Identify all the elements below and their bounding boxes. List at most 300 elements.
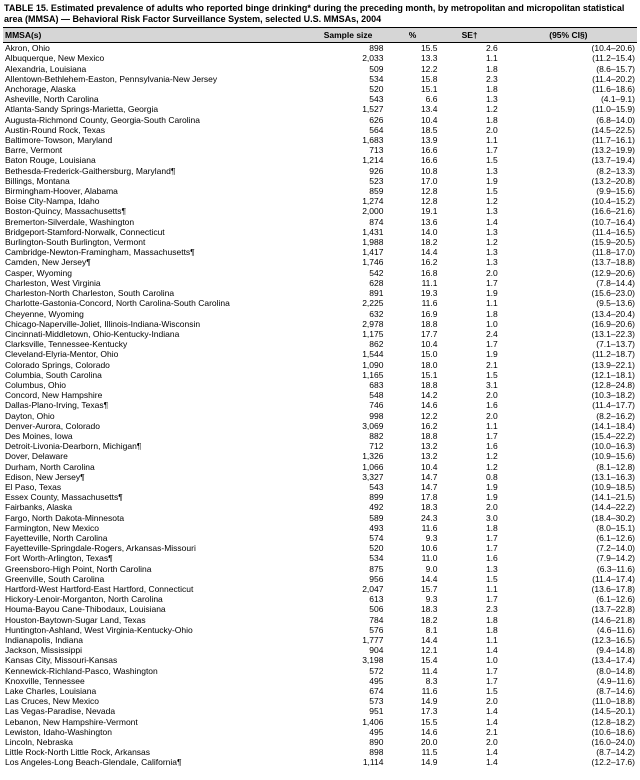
percent-cell: 18.8 — [420, 379, 438, 390]
sample-size-cell: 506 — [369, 604, 384, 615]
table-row — [3, 584, 637, 594]
mmsa-name-cell: Cambridge-Newton-Framingham, Massachusetts¶ — [5, 247, 195, 258]
mmsa-name-cell: Jackson, Mississippi — [5, 645, 82, 656]
ci-cell: (10.3–18.2) — [591, 390, 635, 401]
se-cell: 0.8 — [485, 471, 498, 482]
se-cell: 1.4 — [485, 747, 498, 758]
table-row — [3, 737, 637, 747]
percent-cell: 16.6 — [420, 155, 438, 166]
mmsa-name-cell: Lebanon, New Hampshire-Vermont — [5, 716, 138, 727]
sample-size-cell: 564 — [369, 124, 384, 135]
mmsa-name-cell: Boise City-Nampa, Idaho — [5, 196, 100, 207]
sample-size-cell: 898 — [369, 747, 384, 758]
percent-cell: 20.0 — [420, 737, 438, 748]
percent-cell: 11.5 — [421, 747, 438, 758]
percent-cell: 10.4 — [420, 114, 438, 125]
table-row — [3, 115, 637, 125]
mmsa-name-cell: Essex County, Massachusetts¶ — [5, 492, 123, 503]
ci-cell: (11.7–16.1) — [592, 135, 635, 146]
se-cell: 2.0 — [485, 737, 498, 748]
ci-cell: (11.2–15.4) — [592, 53, 635, 64]
percent-cell: 13.3 — [420, 53, 438, 64]
table-row — [3, 237, 637, 247]
mmsa-name-cell: Chicago-Naperville-Joliet, Illinois-Indiana-Wisconsin — [5, 318, 201, 329]
ci-cell: (11.4–17.7) — [592, 400, 635, 411]
se-cell: 1.2 — [485, 104, 498, 115]
table-row — [3, 421, 637, 431]
percent-cell: 14.2 — [420, 390, 438, 401]
sample-size-cell: 576 — [369, 624, 384, 635]
mmsa-name-cell: Baton Rouge, Louisiana — [5, 155, 96, 166]
percent-cell: 11.4 — [421, 665, 438, 676]
ci-cell: (8.7–14.2) — [596, 747, 635, 758]
sample-size-cell: 898 — [369, 43, 384, 54]
sample-size-cell: 713 — [369, 145, 384, 156]
mmsa-name-cell: Lewiston, Idaho-Washington — [5, 726, 112, 737]
ci-cell: (12.3–16.5) — [591, 635, 635, 645]
ci-cell: (10.4–20.6) — [591, 43, 635, 54]
table-row — [3, 411, 637, 421]
percent-cell: 13.4 — [420, 104, 438, 115]
se-cell: 1.3 — [485, 206, 498, 217]
sample-size-cell: 3,198 — [362, 655, 384, 666]
sample-size-cell: 875 — [369, 563, 384, 574]
percent-cell: 13.9 — [420, 135, 438, 146]
percent-cell: 18.2 — [420, 237, 438, 248]
sample-size-cell: 628 — [369, 277, 384, 288]
ci-cell: (15.6–23.0) — [591, 288, 635, 299]
se-cell: 1.4 — [485, 757, 498, 768]
sample-size-cell: 998 — [369, 410, 384, 421]
se-cell: 2.0 — [485, 502, 498, 513]
sample-size-cell: 926 — [369, 165, 384, 176]
ci-cell: (7.9–14.2) — [596, 553, 635, 564]
percent-cell: 24.3 — [420, 512, 438, 523]
percent-cell: 15.1 — [420, 369, 438, 380]
sample-size-cell: 534 — [369, 73, 384, 84]
mmsa-name-cell: Austin-Round Rock, Texas — [5, 124, 106, 135]
mmsa-name-cell: Fort Worth-Arlington, Texas¶ — [5, 553, 113, 564]
ci-cell: (10.9–15.6) — [591, 451, 635, 462]
sample-size-cell: 2,978 — [362, 318, 384, 329]
sample-size-cell: 2,047 — [362, 583, 384, 594]
mmsa-name-cell: Asheville, North Carolina — [5, 94, 99, 105]
mmsa-name-cell: Charlotte-Gastonia-Concord, North Carolina-South Carolina — [5, 298, 230, 309]
ci-cell: (16.6–21.6) — [591, 206, 635, 217]
sample-size-cell: 542 — [369, 267, 384, 278]
table-row — [3, 74, 637, 84]
percent-cell: 12.2 — [420, 410, 438, 421]
percent-cell: 10.8 — [420, 165, 438, 176]
sample-size-cell: 1,066 — [362, 461, 384, 472]
sample-size-cell: 534 — [369, 553, 384, 564]
table-body — [3, 43, 637, 768]
ci-cell: (11.8–17.0) — [592, 247, 635, 258]
mmsa-name-cell: Denver-Aurora, Colorado — [5, 420, 100, 431]
table-row — [3, 257, 637, 267]
se-cell: 1.2 — [485, 451, 498, 462]
mmsa-name-cell: Camden, New Jersey¶ — [5, 257, 91, 268]
percent-cell: 14.4 — [420, 247, 438, 258]
se-cell: 1.7 — [485, 675, 498, 686]
column-header-percent: % — [385, 28, 439, 43]
mmsa-name-cell: Indianapolis, Indiana — [5, 635, 83, 645]
ci-cell: (8.2–13.3) — [596, 165, 635, 176]
ci-cell: (12.9–20.6) — [591, 267, 635, 278]
percent-cell: 14.7 — [420, 471, 438, 482]
table-row — [3, 390, 637, 400]
mmsa-name-cell: Las Cruces, New Mexico — [5, 696, 100, 707]
se-cell: 1.5 — [485, 686, 498, 697]
table-row — [3, 84, 637, 94]
mmsa-name-cell: Akron, Ohio — [5, 43, 50, 54]
percent-cell: 18.0 — [420, 359, 438, 370]
ci-cell: (10.7–16.4) — [591, 216, 635, 227]
se-cell: 3.0 — [485, 512, 498, 523]
sample-size-cell: 1,090 — [362, 359, 384, 370]
sample-size-cell: 589 — [369, 512, 384, 523]
table-row — [3, 155, 637, 165]
sample-size-cell: 509 — [369, 63, 384, 74]
mmsa-name-cell: Fayetteville, North Carolina — [5, 532, 108, 543]
mmsa-name-cell: Hickory-Lenoir-Morganton, North Carolina — [5, 594, 163, 605]
percent-cell: 16.2 — [420, 257, 438, 268]
column-header-mmsa: MMSA(s) — [3, 28, 311, 43]
ci-cell: (9.4–14.8) — [596, 645, 635, 656]
table-row — [3, 125, 637, 135]
ci-cell: (12.2–17.6) — [591, 757, 635, 768]
mmsa-name-cell: Houma-Bayou Cane-Thibodaux, Louisiana — [5, 604, 166, 615]
table-row — [3, 370, 637, 380]
mmsa-name-cell: Albuquerque, New Mexico — [5, 53, 105, 64]
se-cell: 1.2 — [485, 461, 498, 472]
se-cell: 2.3 — [485, 73, 498, 84]
se-cell: 1.1 — [485, 420, 498, 431]
mmsa-name-cell: Barre, Vermont — [5, 145, 63, 156]
se-cell: 1.8 — [485, 624, 498, 635]
se-cell: 2.0 — [485, 696, 498, 707]
se-cell: 2.0 — [485, 267, 498, 278]
sample-size-cell: 862 — [369, 339, 384, 350]
table-row — [3, 604, 637, 614]
ci-cell: (6.1–12.6) — [596, 594, 635, 605]
mmsa-name-cell: Charleston-North Charleston, South Carolina — [5, 288, 175, 299]
mmsa-name-cell: Colorado Springs, Colorado — [5, 359, 110, 370]
ci-cell: (12.1–18.1) — [591, 369, 635, 380]
ci-cell: (15.9–20.5) — [591, 237, 635, 248]
sample-size-cell: 1,165 — [362, 369, 384, 380]
column-header-ci: (95% CI§) — [500, 28, 637, 43]
ci-cell: (6.3–11.6) — [596, 563, 635, 574]
sample-size-cell: 859 — [369, 186, 384, 197]
se-cell: 1.0 — [485, 655, 498, 666]
ci-cell: (18.4–30.2) — [591, 512, 635, 523]
se-cell: 1.7 — [485, 665, 498, 676]
sample-size-cell: 632 — [369, 308, 384, 319]
sample-size-cell: 495 — [369, 726, 384, 737]
ci-cell: (11.0–15.9) — [592, 104, 635, 115]
table-row — [3, 441, 637, 451]
percent-cell: 8.1 — [425, 624, 438, 635]
sample-size-cell: 3,327 — [362, 471, 384, 482]
se-cell: 1.7 — [485, 532, 498, 543]
mmsa-name-cell: Fargo, North Dakota-Minnesota — [5, 512, 125, 523]
ci-cell: (12.8–24.8) — [591, 379, 635, 390]
sample-size-cell: 493 — [369, 522, 384, 533]
percent-cell: 9.3 — [425, 594, 438, 605]
sample-size-cell: 1,214 — [362, 155, 384, 166]
column-header-sample-size: Sample size — [311, 28, 386, 43]
se-cell: 1.5 — [485, 369, 498, 380]
percent-cell: 15.7 — [420, 583, 438, 594]
table-row — [3, 43, 637, 54]
sample-size-cell: 1,326 — [362, 451, 384, 462]
mmsa-name-cell: Columbia, South Carolina — [5, 369, 102, 380]
mmsa-name-cell: Allentown-Bethlehem-Easton, Pennsylvania-New Jersey — [5, 73, 218, 84]
se-cell: 1.1 — [485, 635, 498, 645]
ci-cell: (15.4–22.2) — [591, 430, 635, 441]
sample-size-cell: 882 — [369, 430, 384, 441]
percent-cell: 15.8 — [420, 73, 438, 84]
sample-size-cell: 520 — [369, 543, 384, 554]
table-row — [3, 400, 637, 410]
table-row — [3, 472, 637, 482]
percent-cell: 18.3 — [420, 502, 438, 513]
table-row — [3, 717, 637, 727]
se-cell: 1.7 — [485, 339, 498, 350]
mmsa-name-cell: Dayton, Ohio — [5, 410, 55, 421]
mmsa-name-cell: Burlington-South Burlington, Vermont — [5, 237, 146, 248]
table-row — [3, 360, 637, 370]
mmsa-name-cell: Baltimore-Towson, Maryland — [5, 135, 113, 146]
table-row — [3, 615, 637, 625]
sample-size-cell: 784 — [369, 614, 384, 625]
se-cell: 1.4 — [485, 716, 498, 727]
mmsa-name-cell: Greensboro-High Point, North Carolina — [5, 563, 152, 574]
sample-size-cell: 904 — [369, 645, 384, 656]
table-row — [3, 686, 637, 696]
ci-cell: (14.1–18.4) — [591, 420, 635, 431]
table-row — [3, 757, 637, 767]
percent-cell: 18.8 — [420, 430, 438, 441]
ci-cell: (12.8–18.2) — [591, 716, 635, 727]
mmsa-name-cell: Billings, Montana — [5, 175, 70, 186]
table-row — [3, 339, 637, 349]
table-row — [3, 288, 637, 298]
se-cell: 1.8 — [485, 63, 498, 74]
percent-cell: 11.6 — [421, 522, 438, 533]
se-cell: 2.1 — [485, 359, 498, 370]
sample-size-cell: 674 — [369, 686, 384, 697]
ci-cell: (8.0–14.8) — [596, 665, 635, 676]
table-row — [3, 217, 637, 227]
ci-cell: (4.6–11.6) — [596, 624, 635, 635]
percent-cell: 14.7 — [420, 481, 438, 492]
percent-cell: 13.2 — [420, 441, 438, 452]
se-cell: 1.7 — [485, 594, 498, 605]
mmsa-name-cell: Little Rock-North Little Rock, Arkansas — [5, 747, 151, 758]
table-row — [3, 747, 637, 757]
mmsa-name-cell: Dallas-Plano-Irving, Texas¶ — [5, 400, 109, 411]
mmsa-name-cell: Los Angeles-Long Beach-Glendale, California¶ — [5, 757, 182, 768]
ci-cell: (13.2–19.9) — [591, 145, 635, 156]
percent-cell: 9.3 — [425, 532, 438, 543]
percent-cell: 14.6 — [420, 400, 438, 411]
se-cell: 1.4 — [485, 706, 498, 717]
se-cell: 1.8 — [485, 114, 498, 125]
percent-cell: 17.0 — [420, 175, 438, 186]
table-row — [3, 676, 637, 686]
sample-size-cell: 3,069 — [362, 420, 384, 431]
table-row — [3, 543, 637, 553]
ci-cell: (14.6–21.8) — [591, 614, 635, 625]
ci-cell: (8.6–15.7) — [596, 63, 635, 74]
sample-size-cell: 1,683 — [362, 135, 384, 146]
table-row — [3, 462, 637, 472]
sample-size-cell: 548 — [369, 390, 384, 401]
percent-cell: 17.7 — [420, 328, 438, 339]
table-row — [3, 309, 637, 319]
se-cell: 2.6 — [485, 43, 498, 54]
table-row — [3, 145, 637, 155]
sample-size-cell: 891 — [369, 288, 384, 299]
se-cell: 2.4 — [485, 328, 498, 339]
sample-size-cell: 1,527 — [362, 104, 384, 115]
se-cell: 1.6 — [485, 441, 498, 452]
percent-cell: 12.8 — [420, 196, 438, 207]
se-cell: 1.4 — [485, 216, 498, 227]
se-cell: 1.8 — [485, 614, 498, 625]
ci-cell: (11.4–16.5) — [592, 226, 635, 237]
percent-cell: 18.8 — [420, 318, 438, 329]
ci-cell: (14.4–22.2) — [591, 502, 635, 513]
se-cell: 1.3 — [485, 247, 498, 258]
table-row — [3, 166, 637, 176]
ci-cell: (10.4–15.2) — [591, 196, 635, 207]
se-cell: 1.8 — [485, 308, 498, 319]
percent-cell: 19.1 — [420, 206, 438, 217]
se-cell: 1.1 — [485, 135, 498, 146]
ci-cell: (7.8–14.4) — [596, 277, 635, 288]
mmsa-name-cell: Bridgeport-Stamford-Norwalk, Connecticut — [5, 226, 165, 237]
mmsa-name-cell: Casper, Wyoming — [5, 267, 73, 278]
sample-size-cell: 1,175 — [362, 328, 384, 339]
ci-cell: (4.1–9.1) — [600, 94, 635, 105]
table-row — [3, 513, 637, 523]
sample-size-cell: 2,033 — [362, 53, 384, 64]
mmsa-name-cell: Atlanta-Sandy Springs-Marietta, Georgia — [5, 104, 159, 115]
se-cell: 1.1 — [485, 298, 498, 309]
ci-cell: (13.1–16.3) — [591, 471, 635, 482]
se-cell: 1.7 — [485, 430, 498, 441]
table-row — [3, 298, 637, 308]
mmsa-name-cell: Knoxville, Tennessee — [5, 675, 85, 686]
ci-cell: (13.9–22.1) — [591, 359, 635, 370]
percent-cell: 16.2 — [420, 420, 438, 431]
mmsa-name-cell: Fayetteville-Springdale-Rogers, Arkansas-Missouri — [5, 543, 196, 554]
percent-cell: 19.3 — [420, 288, 438, 299]
mmsa-name-cell: Des Moines, Iowa — [5, 430, 73, 441]
percent-cell: 14.4 — [420, 573, 438, 584]
percent-cell: 6.6 — [425, 94, 438, 105]
se-cell: 1.7 — [485, 277, 498, 288]
sample-size-cell: 574 — [369, 532, 384, 543]
sample-size-cell: 613 — [369, 594, 384, 605]
sample-size-cell: 956 — [369, 573, 384, 584]
table-row — [3, 706, 637, 716]
percent-cell: 10.6 — [420, 543, 438, 554]
table-row — [3, 53, 637, 63]
sample-size-cell: 2,000 — [362, 206, 384, 217]
ci-cell: (14.1–21.5) — [591, 492, 635, 503]
se-cell: 1.4 — [485, 645, 498, 656]
percent-cell: 17.8 — [420, 492, 438, 503]
sample-size-cell: 543 — [369, 481, 384, 492]
se-cell: 1.9 — [485, 481, 498, 492]
ci-cell: (13.7–19.4) — [591, 155, 635, 166]
table-row — [3, 380, 637, 390]
sample-size-cell: 1,431 — [362, 226, 384, 237]
table-row — [3, 635, 637, 645]
ci-cell: (14.5–22.5) — [591, 124, 635, 135]
table-row — [3, 349, 637, 359]
sample-size-cell: 1,406 — [362, 716, 384, 727]
sample-size-cell: 543 — [369, 94, 384, 105]
mmsa-name-cell: Kennewick-Richland-Pasco, Washington — [5, 665, 158, 676]
ci-cell: (14.5–20.1) — [591, 706, 635, 717]
ci-cell: (11.4–20.2) — [592, 73, 635, 84]
ci-cell: (13.6–17.8) — [591, 583, 635, 594]
ci-cell: (13.2–20.8) — [591, 175, 635, 186]
mmsa-name-cell: Hartford-West Hartford-East Hartford, Connecticut — [5, 583, 194, 594]
se-cell: 1.8 — [485, 84, 498, 95]
percent-cell: 10.4 — [420, 339, 438, 350]
ci-cell: (10.9–18.5) — [591, 481, 635, 492]
percent-cell: 16.8 — [420, 267, 438, 278]
ci-cell: (8.1–12.8) — [596, 461, 635, 472]
se-cell: 1.0 — [485, 318, 498, 329]
percent-cell: 16.6 — [420, 145, 438, 156]
table-row — [3, 94, 637, 104]
table-row — [3, 319, 637, 329]
table-row — [3, 533, 637, 543]
table-row — [3, 696, 637, 706]
table-row — [3, 431, 637, 441]
table-title: TABLE 15. Estimated prevalence of adults who reported binge drinking* during the preceding month, by metropolitan and micropolitan statistical area (MMSA) — Behavioral Risk Factor Surveillance System, selected U.S. MMSAs, 2004 — [4, 3, 625, 24]
ci-cell: (10.6–18.6) — [591, 726, 635, 737]
percent-cell: 15.5 — [420, 716, 438, 727]
sample-size-cell: 523 — [369, 175, 384, 186]
sample-size-cell: 492 — [369, 502, 384, 513]
table-row — [3, 564, 637, 574]
se-cell: 1.3 — [485, 226, 498, 237]
table-row — [3, 329, 637, 339]
table-row — [3, 655, 637, 665]
sample-size-cell: 2,225 — [362, 298, 384, 309]
table-row — [3, 186, 637, 196]
percent-cell: 11.1 — [421, 277, 438, 288]
mmsa-name-cell: Birmingham-Hoover, Alabama — [5, 186, 118, 197]
sample-size-cell: 1,988 — [362, 237, 384, 248]
se-cell: 1.2 — [485, 237, 498, 248]
table-row — [3, 227, 637, 237]
table-row — [3, 482, 637, 492]
table-row — [3, 523, 637, 533]
table-row — [3, 553, 637, 563]
mmsa-name-cell: Concord, New Hampshire — [5, 390, 103, 401]
table-row — [3, 278, 637, 288]
table-row — [3, 625, 637, 635]
